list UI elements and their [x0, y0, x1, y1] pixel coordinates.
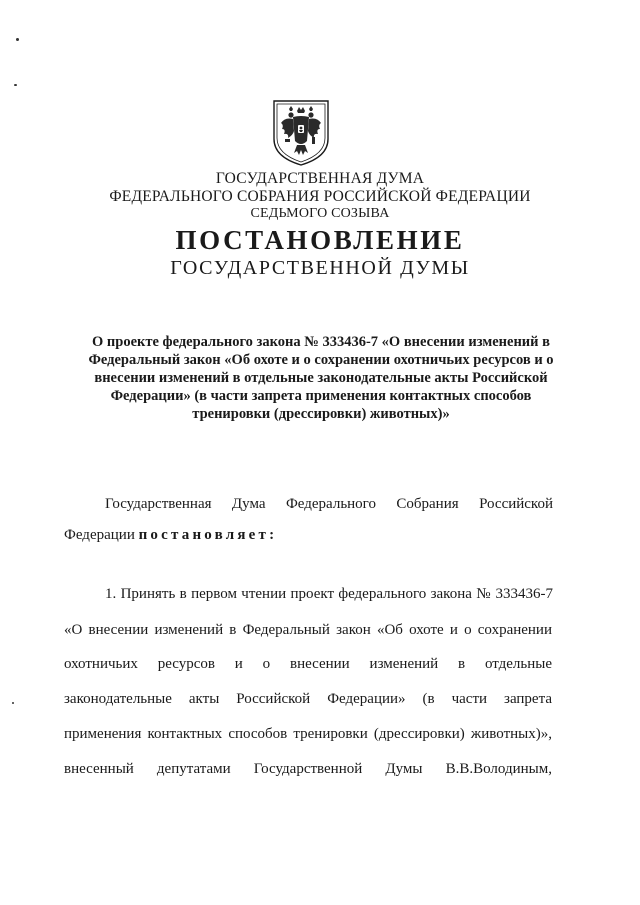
scan-speck [14, 84, 17, 86]
body-line: «О внесении изменений в Федеральный закон «Об охоте и о сохранении [64, 622, 552, 638]
preamble-line-1: Государственная Дума Федерального Собрания Российской [105, 496, 553, 512]
preamble-prefix: Федерации [64, 527, 135, 543]
convocation-line: СЕДЬМОГО СОЗЫВА [250, 206, 390, 221]
preamble-line-2 [64, 527, 552, 544]
document-title: ПОСТАНОВЛЕНИЕ [175, 225, 465, 255]
subject-line: внесении изменений в отдельные законодательные акты Российской [94, 370, 548, 386]
body-line: внесенный депутатами Государственной Думы В.В.Володиным, [64, 761, 552, 777]
resolution-subject [66, 333, 576, 423]
subject-line: Федеральный закон «Об охоте и о сохранении охотничьих ресурсов и о [88, 352, 554, 368]
org-name-line-2: ФЕДЕРАЛЬНОГО СОБРАНИЯ РОССИЙСКОЙ ФЕДЕРАЦИИ [109, 188, 531, 205]
subject-line: тренировки (дрессировки) животных)» [192, 406, 450, 422]
body-line: 1. Принять в первом чтении проект федерального закона № 333436-7 [105, 586, 553, 602]
body-line: законодательные акты Российской Федерации» (в части запрета [64, 691, 552, 707]
subject-line: Федерации» (в части запрета применения контактных способов [110, 388, 532, 404]
decree-verb: постановляет: [138, 527, 278, 543]
document-subtitle: ГОСУДАРСТВЕННОЙ ДУМЫ [170, 257, 470, 279]
body-line: применения контактных способов тренировки (дрессировки) животных)», [64, 726, 552, 742]
russian-coat-of-arms-icon [270, 95, 332, 167]
subject-line: О проекте федерального закона № 333436-7 «О внесении изменений в [92, 334, 550, 350]
org-name-line-1: ГОСУДАРСТВЕННАЯ ДУМА [215, 170, 425, 187]
scan-speck [12, 702, 14, 704]
scan-speck [16, 38, 19, 41]
body-line: охотничьих ресурсов и о внесении изменений в отдельные [64, 656, 552, 672]
